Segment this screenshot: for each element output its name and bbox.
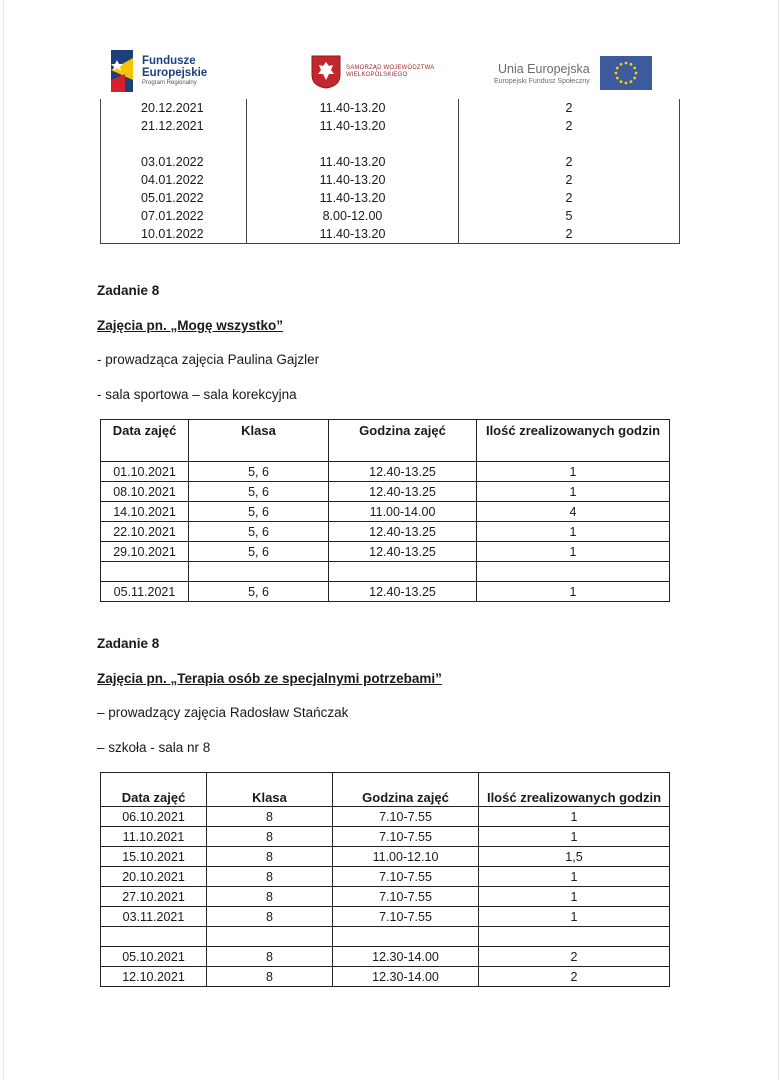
table-cell: 5, 6 bbox=[189, 502, 329, 522]
table-row bbox=[101, 117, 680, 135]
table-cell bbox=[101, 562, 189, 582]
table-cell: 7.10-7.55 bbox=[333, 867, 479, 887]
table-cell: 5 bbox=[459, 207, 680, 225]
table-cell: 2 bbox=[459, 189, 680, 207]
table-cell: 04.01.2022 bbox=[101, 171, 247, 189]
table-row bbox=[101, 462, 670, 482]
table-cell: 11.40-13.20 bbox=[247, 171, 459, 189]
table-cell: 1 bbox=[477, 522, 670, 542]
table-cell bbox=[479, 927, 670, 947]
table-cell bbox=[477, 562, 670, 582]
table-cell: 5, 6 bbox=[189, 462, 329, 482]
table-cell: 8 bbox=[207, 867, 333, 887]
table-cell: 06.10.2021 bbox=[101, 807, 207, 827]
table-cell bbox=[329, 562, 477, 582]
table-cell: 03.11.2021 bbox=[101, 907, 207, 927]
unia-subtitle: Europejski Fundusz Społeczny bbox=[494, 77, 590, 85]
table-cell: 1 bbox=[477, 462, 670, 482]
table-cell: 2 bbox=[459, 117, 680, 135]
table-cell: 2 bbox=[459, 225, 680, 244]
section1-title: Zajęcia pn. „Mogę wszystko” bbox=[97, 318, 284, 333]
table-cell bbox=[207, 927, 333, 947]
column-header: Data zajęć bbox=[101, 773, 207, 807]
samorzad-logo bbox=[311, 55, 434, 89]
table-cell: 7.10-7.55 bbox=[333, 907, 479, 927]
table-row bbox=[101, 171, 680, 189]
table-row bbox=[101, 907, 670, 927]
table-row bbox=[101, 947, 670, 967]
table-row bbox=[101, 207, 680, 225]
table-cell: 7.10-7.55 bbox=[333, 827, 479, 847]
unia-title: Unia Europejska bbox=[498, 61, 590, 76]
table-cell: 29.10.2021 bbox=[101, 542, 189, 562]
table-cell: 1 bbox=[479, 887, 670, 907]
table-cell bbox=[247, 135, 459, 153]
table-cell: 12.30-14.00 bbox=[333, 967, 479, 987]
table-cell bbox=[101, 135, 247, 153]
table-cell: 8 bbox=[207, 887, 333, 907]
table-cell: 11.40-13.20 bbox=[247, 189, 459, 207]
table-cell: 03.01.2022 bbox=[101, 153, 247, 171]
table-row bbox=[101, 562, 670, 582]
table-cell bbox=[459, 135, 680, 153]
table-cell: 12.30-14.00 bbox=[333, 947, 479, 967]
table-cell: 12.40-13.25 bbox=[329, 542, 477, 562]
table-cell: 01.10.2021 bbox=[101, 462, 189, 482]
table-cell: 11.40-13.20 bbox=[247, 225, 459, 244]
fundusze-line1: Fundusze bbox=[142, 55, 196, 67]
table-cell: 7.10-7.55 bbox=[333, 807, 479, 827]
table-cell: 05.01.2022 bbox=[101, 189, 247, 207]
table-cell: 2 bbox=[479, 947, 670, 967]
table-cell: 12.40-13.25 bbox=[329, 482, 477, 502]
table-cell bbox=[333, 927, 479, 947]
fundusze-europejskie-logo bbox=[111, 50, 207, 92]
coat-of-arms-icon bbox=[311, 55, 341, 89]
table-cell: 08.10.2021 bbox=[101, 482, 189, 502]
table-cell: 8 bbox=[207, 827, 333, 847]
table-cell: 8 bbox=[207, 847, 333, 867]
table-cell: 12.40-13.25 bbox=[329, 462, 477, 482]
table-row bbox=[101, 482, 670, 502]
table-cell: 1 bbox=[477, 482, 670, 502]
table-cell: 1,5 bbox=[479, 847, 670, 867]
table-cell: 11.40-13.20 bbox=[247, 153, 459, 171]
section2-heading: Zadanie 8 bbox=[97, 636, 160, 651]
table-cell bbox=[189, 562, 329, 582]
table-cell: 8 bbox=[207, 967, 333, 987]
table-cell: 8.00-12.00 bbox=[247, 207, 459, 225]
samorzad-line1: SAMORZĄD WOJEWÓDZTWA bbox=[346, 65, 435, 71]
table-cell: 2 bbox=[459, 99, 680, 117]
table-cell: 5, 6 bbox=[189, 482, 329, 502]
column-header: Data zajęć bbox=[101, 420, 189, 462]
table-cell: 11.00-12.10 bbox=[333, 847, 479, 867]
table-cell: 11.00-14.00 bbox=[329, 502, 477, 522]
table-row bbox=[101, 967, 670, 987]
table-row bbox=[101, 827, 670, 847]
table-cell: 1 bbox=[477, 542, 670, 562]
table-cell: 2 bbox=[459, 153, 680, 171]
column-header: Godzina zajęć bbox=[333, 773, 479, 807]
table-cell: 20.10.2021 bbox=[101, 867, 207, 887]
table-row bbox=[101, 135, 680, 153]
section2-room: – szkoła - sala nr 8 bbox=[97, 740, 211, 755]
unia-europejska-logo bbox=[494, 56, 652, 90]
section2-table bbox=[100, 772, 670, 987]
table-row bbox=[101, 807, 670, 827]
table-cell: 5, 6 bbox=[189, 542, 329, 562]
samorzad-line2: WIELKOPOLSKIEGO bbox=[346, 72, 408, 78]
table-cell: 12.40-13.25 bbox=[329, 522, 477, 542]
table-row bbox=[101, 542, 670, 562]
table-cell: 8 bbox=[207, 947, 333, 967]
table-cell: 5, 6 bbox=[189, 582, 329, 602]
column-header: Ilość zrealizowanych godzin bbox=[479, 773, 670, 807]
section1-leader: - prowadząca zajęcia Paulina Gajzler bbox=[97, 352, 320, 367]
table-cell: 2 bbox=[459, 171, 680, 189]
table-cell: 5, 6 bbox=[189, 522, 329, 542]
table-cell: 05.10.2021 bbox=[101, 947, 207, 967]
fundusze-line3: Program Regionalny bbox=[142, 80, 197, 86]
column-header: Klasa bbox=[189, 420, 329, 462]
section1-table bbox=[100, 419, 670, 602]
table-row bbox=[101, 189, 680, 207]
table-cell: 27.10.2021 bbox=[101, 887, 207, 907]
table-cell: 05.11.2021 bbox=[101, 582, 189, 602]
table-cell: 15.10.2021 bbox=[101, 847, 207, 867]
table-row bbox=[101, 522, 670, 542]
table-row bbox=[101, 502, 670, 522]
continuation-table bbox=[100, 99, 680, 244]
eu-flag-icon bbox=[600, 56, 652, 90]
table-cell: 20.12.2021 bbox=[101, 99, 247, 117]
section2-title: Zajęcia pn. „Terapia osób ze specjalnymi potrzebami” bbox=[97, 671, 442, 686]
table-row bbox=[101, 225, 680, 244]
document-page bbox=[3, 0, 779, 1080]
table-cell: 07.01.2022 bbox=[101, 207, 247, 225]
table-cell: 22.10.2021 bbox=[101, 522, 189, 542]
table-cell: 1 bbox=[479, 807, 670, 827]
table-cell: 21.12.2021 bbox=[101, 117, 247, 135]
fundusze-line2: Europejskie bbox=[142, 67, 208, 79]
table-row bbox=[101, 153, 680, 171]
table-row bbox=[101, 582, 670, 602]
section1-heading: Zadanie 8 bbox=[97, 283, 160, 298]
table-cell: 8 bbox=[207, 907, 333, 927]
table-cell: 11.10.2021 bbox=[101, 827, 207, 847]
section2-leader: – prowadzący zajęcia Radosław Stańczak bbox=[97, 705, 349, 720]
table-cell: 1 bbox=[479, 827, 670, 847]
table-cell bbox=[101, 927, 207, 947]
table-cell: 14.10.2021 bbox=[101, 502, 189, 522]
table-cell: 8 bbox=[207, 807, 333, 827]
table-cell: 12.40-13.25 bbox=[329, 582, 477, 602]
table-cell: 1 bbox=[477, 582, 670, 602]
table-cell: 12.10.2021 bbox=[101, 967, 207, 987]
table-row bbox=[101, 99, 680, 117]
table-cell: 11.40-13.20 bbox=[247, 117, 459, 135]
column-header: Godzina zajęć bbox=[329, 420, 477, 462]
column-header: Klasa bbox=[207, 773, 333, 807]
table-cell: 10.01.2022 bbox=[101, 225, 247, 244]
table-row bbox=[101, 867, 670, 887]
table-cell: 1 bbox=[479, 867, 670, 887]
table-cell: 11.40-13.20 bbox=[247, 99, 459, 117]
table-row bbox=[101, 847, 670, 867]
table-row bbox=[101, 927, 670, 947]
section1-room: - sala sportowa – sala korekcyjna bbox=[97, 387, 297, 402]
table-cell: 1 bbox=[479, 907, 670, 927]
table-cell: 2 bbox=[479, 967, 670, 987]
table-row bbox=[101, 887, 670, 907]
table-cell: 7.10-7.55 bbox=[333, 887, 479, 907]
fundusze-star-icon bbox=[111, 50, 133, 92]
table-cell: 4 bbox=[477, 502, 670, 522]
column-header: Ilość zrealizowanych godzin bbox=[477, 420, 670, 462]
